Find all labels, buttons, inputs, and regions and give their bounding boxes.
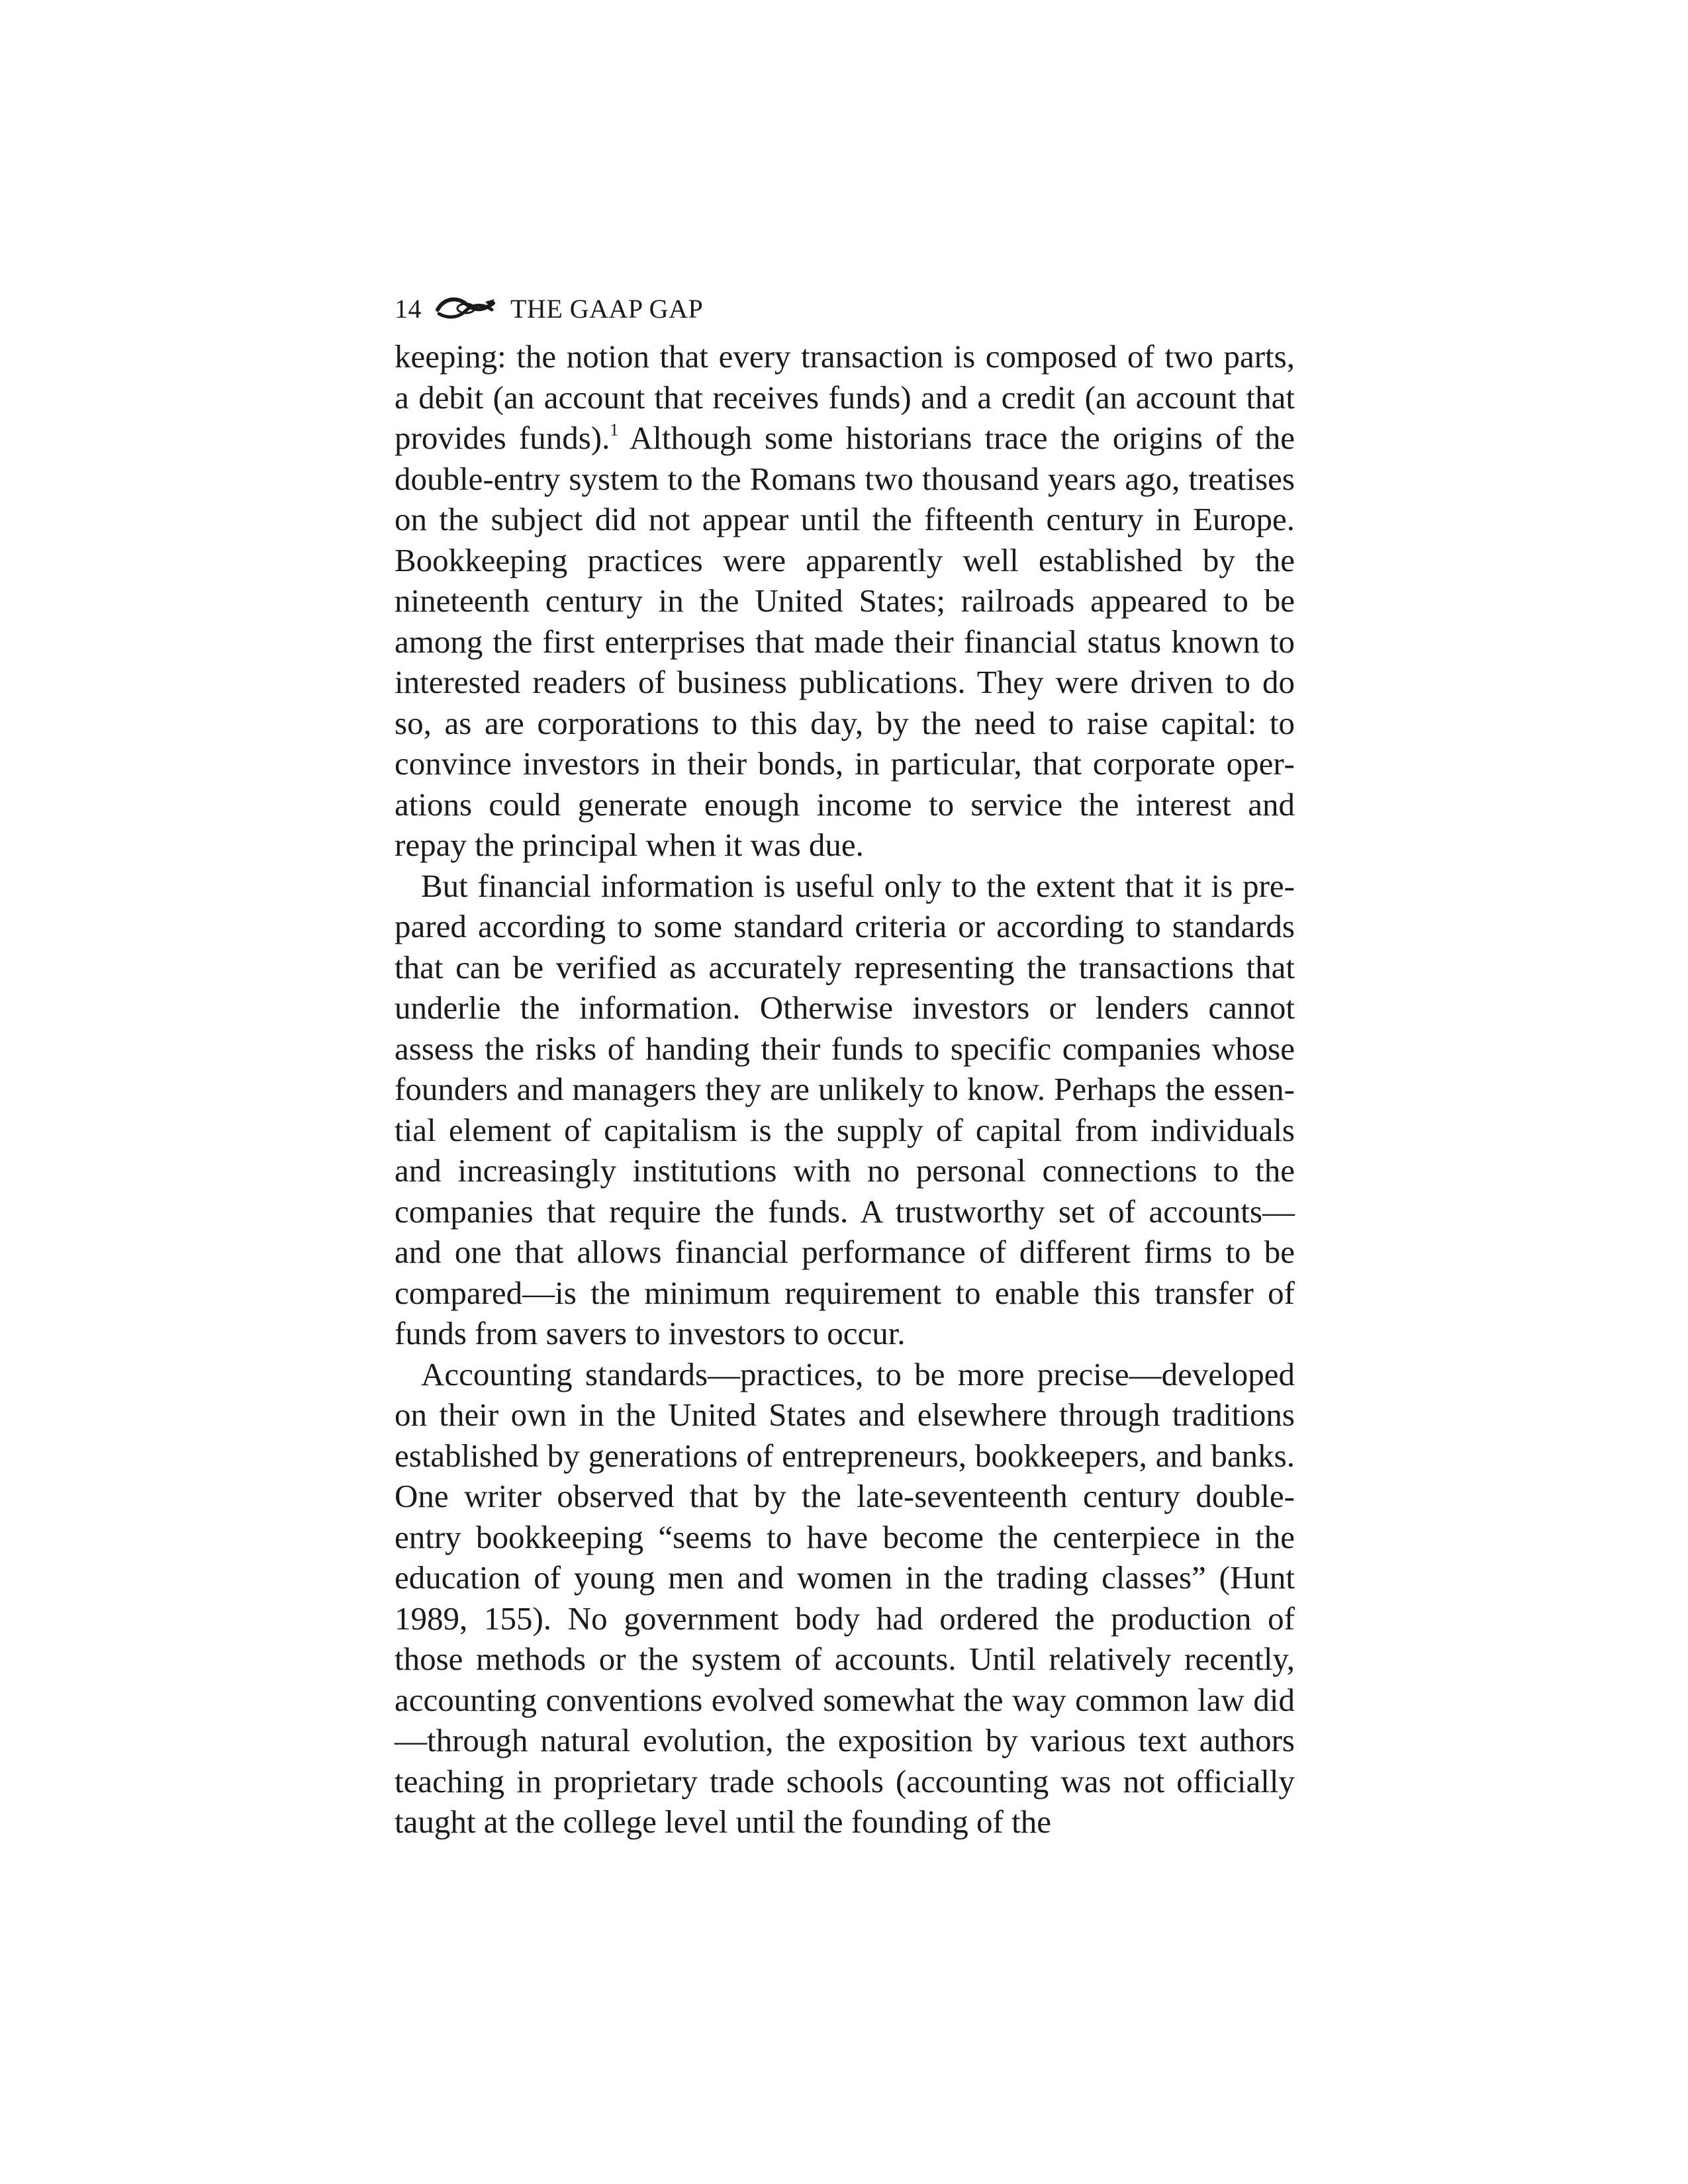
swirl-ornament-icon (435, 295, 496, 322)
footnote-marker: 1 (610, 420, 619, 439)
running-head-title: THE GAAP GAP (510, 293, 704, 324)
paragraph-1-text: keeping: the notion that every transaction is composed of two parts, a debit (an account that receives funds) and a credit (an account that provides funds). (395, 338, 1295, 456)
running-head (395, 289, 703, 328)
paragraph-3: Accounting standards—practices, to be more precise—developed on their own in the United States and elsewhere through traditions established by generations of entrepreneurs, bookkeepers, and banks. One writer observed that by the late-seventeenth century double-entry bookkeeping “seems to have become the centerpiece in the education of young men and women in the trading classes” (Hunt 1989, 155). No government body had ordered the production of those methods or the system of accounts. Until relatively recently, accounting conventions evolved somewhat the way common law did—through natural evolution, the exposition by various text authors teaching in proprietary trade schools (accounting was not officially taught at the college level until the founding of the (395, 1355, 1295, 1840)
paragraph-1-continued: Although some historians trace the origins of the double-entry system to the Romans two thousand years ago, treatises on the subject did not appear until the fifteenth century in Europe. Bookkeeping practices were apparently well established by the nineteenth century in the United States; railroads appeared to be among the first enterprises that made their financial status known to interested readers of business publications. They were driven to do so, as are corporations to this day, by the need to raise capital: to convince investors in their bonds, in particular, that corporate operations could generate enough income to service the interest and repay the principal when it was due. (395, 420, 1295, 863)
body-text (395, 336, 1295, 1843)
paragraph-1 (395, 336, 1295, 866)
paragraph-2: But financial information is useful only to the extent that it is prepared according to some standard criteria or according to standards that can be verified as accurately representing the transactions that underlie the information. Otherwise investors or lenders cannot assess the risks of handing their funds to specific companies whose founders and managers they are unlikely to know. Perhaps the essential element of capitalism is the supply of capital from individuals and increasingly institutions with no personal connections to the companies that require the funds. A trustworthy set of accounts— and one that allows financial performance of different firms to be compared—is the minimum requirement to enable this transfer of funds from savers to investors to occur. (395, 867, 1295, 1351)
page-number: 14 (395, 293, 422, 324)
